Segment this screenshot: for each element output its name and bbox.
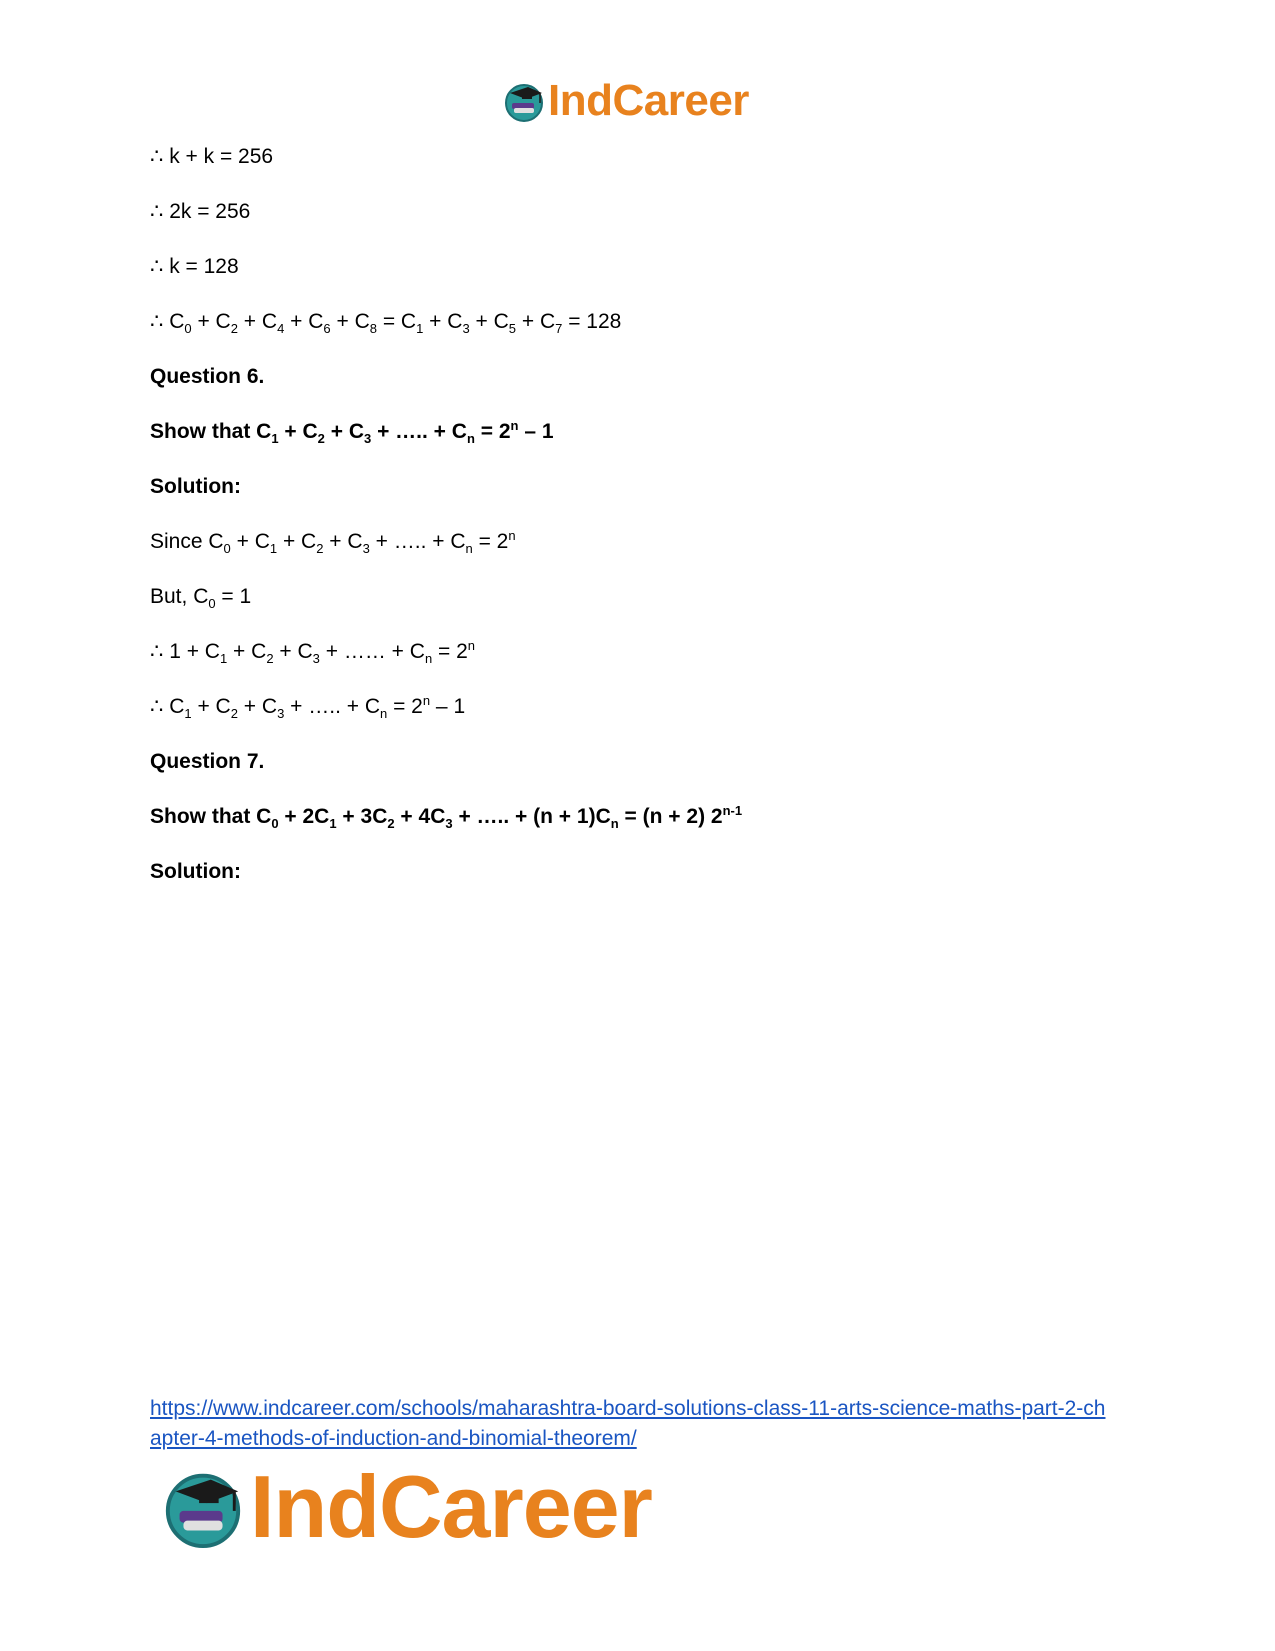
math-line: ∴ k = 128	[150, 255, 239, 278]
footer-logo-text: IndCareer	[250, 1457, 652, 1556]
math-line: ∴ $1 + C_1 + C_2 + C_3$ + …… + $C_n = 2^n$	[150, 638, 476, 666]
footer-logo	[160, 1457, 652, 1556]
math-line: But, $C_0 = 1$	[150, 585, 252, 611]
heading-line: Solution:	[150, 860, 241, 883]
math-line: Since $C_0 + C_1 + C_2 + C_3$ + ….. + $C_n = 2^n$	[150, 528, 516, 556]
heading-line: Question 6.	[150, 365, 265, 388]
header-logo	[502, 76, 749, 126]
header-logo-text: IndCareer	[548, 76, 749, 125]
graduation-globe-icon	[160, 1464, 246, 1550]
document-body	[150, 143, 1150, 913]
math-line: ∴ $C_0 + C_2 + C_4 + C_6 + C_8 = C_1 + C_3 + C_5 + C_7 = 128$	[150, 310, 622, 336]
heading-line: Show that $C_0 + 2C_1 + 3C_2 + 4C_3$ + ….. + $(n + 1)C_n = (n + 2)$ 2$^{n-1}$	[150, 803, 743, 831]
math-line: ∴ k + k = 256	[150, 145, 274, 168]
graduation-globe-icon	[502, 79, 546, 123]
math-line: ∴ $C_1 + C_2 + C_3$ + ….. + $C_n = 2^n - 1$	[150, 693, 466, 721]
heading-line: Solution:	[150, 475, 241, 498]
math-line: ∴ 2k = 256	[150, 200, 251, 223]
heading-line: Show that $C_1 + C_2 + C_3$ + ….. + $C_n = 2^n - 1$	[150, 418, 554, 446]
heading-line: Question 7.	[150, 750, 265, 773]
source-url-link[interactable]: https://www.indcareer.com/schools/maharashtra-board-solutions-class-11-arts-science-maths-part-2-chapter-4-methods-of-induction-and-binomial-theorem/	[150, 1397, 1106, 1450]
